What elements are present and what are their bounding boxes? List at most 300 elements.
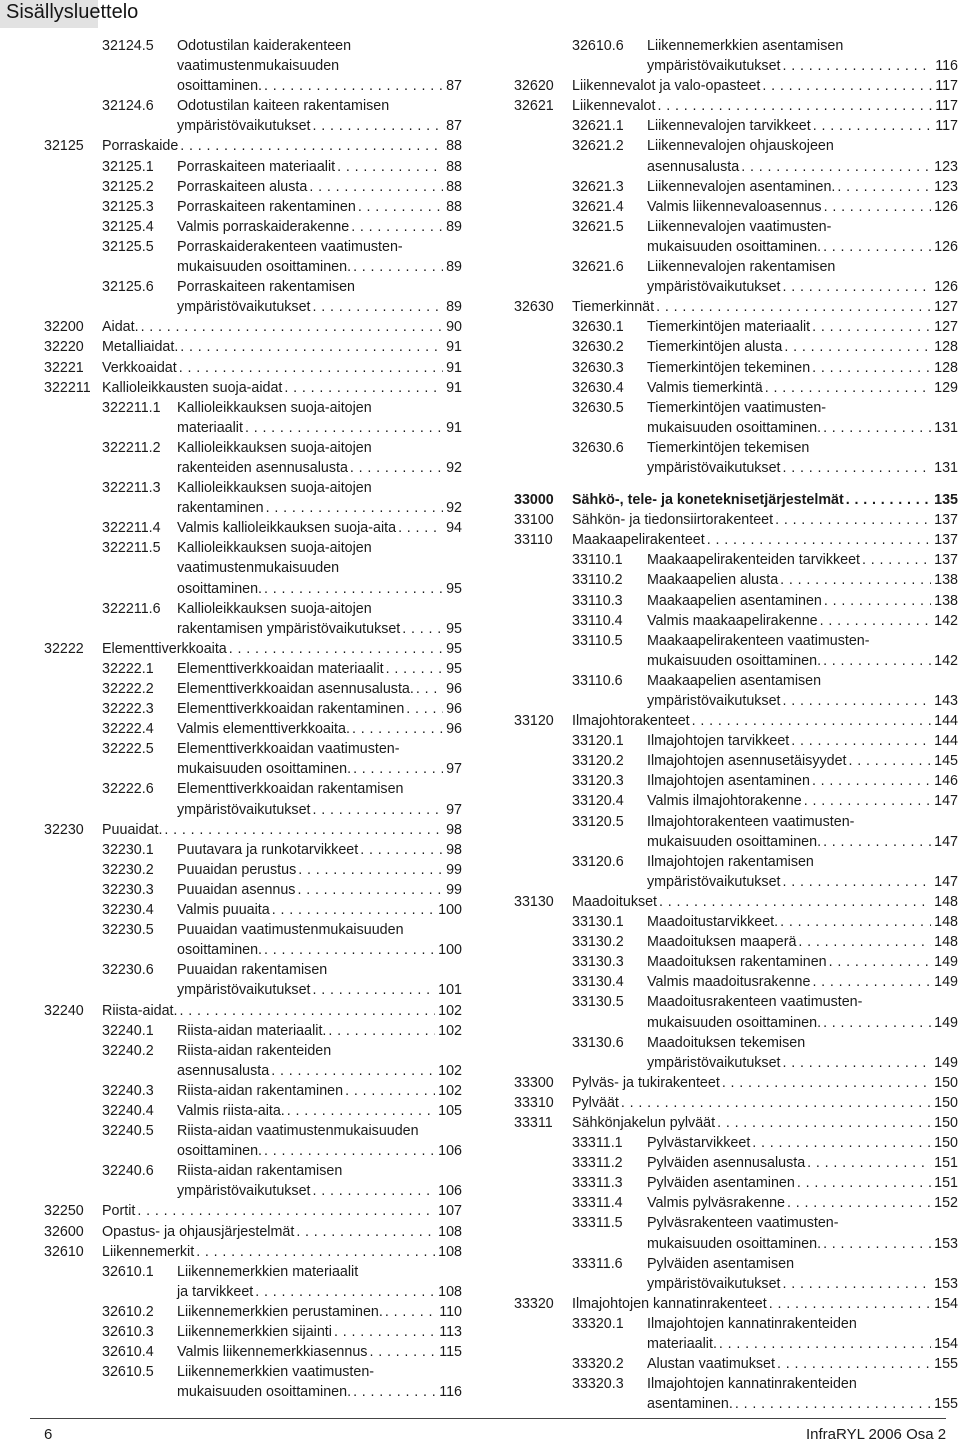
toc-entry[interactable] — [44, 599, 462, 639]
toc-entry[interactable] — [44, 900, 462, 920]
toc-entry-title: Maakaapelien alusta — [647, 572, 779, 589]
toc-entry-page: 155 — [934, 1356, 958, 1373]
toc-entry-title: Pylväät — [572, 1094, 619, 1111]
toc-entry-title: Tiemerkintöjen alusta — [647, 339, 783, 356]
toc-entry-number: 32124.6 — [102, 98, 154, 115]
toc-entry-page: 147 — [934, 793, 958, 810]
toc-entry-title: Valmis liikennemerkkiasennus — [177, 1344, 368, 1361]
toc-entry-page: 97 — [446, 761, 462, 778]
toc-entry-number: 32240.4 — [102, 1102, 154, 1119]
dot-leader — [285, 1101, 435, 1121]
toc-entry-page: 148 — [934, 934, 958, 951]
dot-leader — [821, 1013, 931, 1033]
toc-entry[interactable] — [44, 1081, 462, 1101]
toc-entry-title: Puuaidat. — [102, 821, 163, 838]
toc-entry-page: 92 — [446, 459, 462, 476]
footer-publication: InfraRYL 2006 Osa 2 — [806, 1426, 947, 1443]
toc-entry[interactable] — [514, 398, 958, 438]
dot-leader — [269, 1061, 435, 1081]
toc-entry-title-line: Maadoituksen tekemisen — [647, 1034, 806, 1051]
toc-entry-title-line: Elementtiverkkoaidan rakentamisen — [177, 781, 404, 798]
toc-entry-title: osoittaminen. — [177, 78, 263, 95]
toc-entry-page: 90 — [446, 319, 462, 336]
toc-entry-title: ympäristövaikutukset — [647, 459, 781, 476]
toc-entry[interactable] — [514, 711, 958, 731]
toc-entry[interactable] — [514, 570, 958, 590]
toc-entry-title: Liikennevalojen tarvikkeet — [647, 118, 811, 135]
toc-entry-number: 32610.1 — [102, 1263, 154, 1280]
toc-entry-page: 123 — [934, 158, 958, 175]
toc-entry-number: 32240.5 — [102, 1123, 154, 1140]
toc-entry-title: Portit — [102, 1203, 136, 1220]
toc-entry[interactable] — [44, 518, 462, 538]
toc-entry[interactable] — [44, 1021, 462, 1041]
toc-entry[interactable] — [44, 960, 462, 1000]
dot-leader — [802, 791, 931, 811]
toc-entry-title-line: Maakaapelien asentamisen — [647, 672, 822, 689]
toc-entry-page: 116 — [439, 1384, 462, 1401]
toc-entry-page: 149 — [934, 1054, 958, 1071]
toc-entry-page: 150 — [934, 1074, 958, 1091]
toc-entry-title: Maadoituksen maaperä — [647, 934, 797, 951]
toc-entry-number: 33110.2 — [572, 572, 623, 589]
toc-entry-page: 131 — [934, 459, 958, 476]
dot-leader — [294, 1222, 435, 1242]
toc-entry[interactable] — [44, 317, 462, 337]
dot-leader — [404, 699, 443, 719]
toc-entry[interactable] — [514, 378, 958, 398]
toc-entry-number: 33120.1 — [572, 733, 624, 750]
toc-entry-title: Ilmajohtojen tarvikkeet — [647, 733, 790, 750]
toc-entry-number: 33130.4 — [572, 974, 624, 991]
toc-entry-number: 33120.4 — [572, 793, 624, 810]
toc-entry[interactable] — [514, 852, 958, 892]
toc-entry-number: 32610.3 — [102, 1324, 154, 1340]
toc-entry[interactable] — [514, 358, 958, 378]
toc-entry-page: 88 — [446, 138, 462, 155]
toc-entry-title-line: Liikennevalojen rakentamisen — [647, 259, 836, 276]
toc-entry[interactable] — [514, 1193, 958, 1213]
toc-entry[interactable] — [44, 1001, 462, 1021]
toc-entry-page: 102 — [438, 1082, 462, 1099]
toc-entry-number: 33320.2 — [572, 1356, 624, 1373]
toc-entry-number: 33110.5 — [572, 632, 623, 649]
toc-entry-number: 32610.6 — [572, 38, 624, 54]
toc-entry[interactable] — [514, 611, 958, 631]
toc-entry[interactable] — [514, 1294, 958, 1314]
dot-leader — [139, 317, 444, 337]
toc-entry-number: 32124.5 — [102, 38, 154, 54]
toc-entry-title: Valmis ilmajohtorakenne — [647, 793, 802, 810]
toc-entry[interactable] — [44, 1161, 462, 1201]
toc-entry[interactable] — [514, 912, 958, 932]
toc-entry-page: 137 — [934, 512, 958, 529]
toc-entry-page: 87 — [446, 118, 462, 135]
toc-entry-number: 32230.3 — [102, 881, 154, 898]
toc-entry[interactable] — [44, 1201, 462, 1221]
toc-entry-page: 144 — [934, 733, 958, 750]
toc-entry[interactable] — [514, 1314, 958, 1354]
toc-entry[interactable] — [514, 438, 958, 478]
toc-entry-title: Sähkönjakelun pylväät — [572, 1114, 716, 1131]
toc-entry-title-line: Liikennevalojen ohjauskojeen — [647, 138, 834, 155]
toc-entry-number: 322211 — [44, 379, 91, 396]
toc-entry-title: ja tarvikkeet — [177, 1283, 254, 1300]
toc-entry-page: 110 — [439, 1303, 462, 1320]
toc-entry[interactable] — [514, 317, 958, 337]
toc-entry-page: 108 — [438, 1223, 462, 1240]
dot-leader — [295, 880, 443, 900]
toc-left-column — [44, 36, 462, 1402]
toc-entry-number: 32610.4 — [102, 1344, 154, 1361]
toc-entry[interactable] — [514, 1033, 958, 1073]
toc-entry[interactable] — [514, 217, 958, 257]
dot-leader — [178, 1001, 436, 1021]
toc-entry[interactable] — [44, 1342, 462, 1362]
toc-entry-title: Ilmajohtorakenteet — [572, 713, 690, 730]
toc-entry[interactable] — [44, 840, 462, 860]
toc-entry-title: Valmis kallioleikkauksen suoja-aita — [177, 520, 397, 537]
toc-entry[interactable] — [514, 530, 958, 550]
toc-entry[interactable] — [44, 1302, 462, 1322]
toc-entry-page: 155 — [934, 1396, 958, 1413]
toc-entry[interactable] — [44, 358, 462, 378]
toc-entry-title-line: Kallioleikkauksen suoja-aitojen — [177, 540, 372, 557]
dot-leader — [227, 639, 443, 659]
dot-leader — [162, 820, 443, 840]
toc-entry[interactable] — [44, 136, 462, 156]
toc-entry[interactable] — [44, 277, 462, 317]
toc-entry[interactable] — [44, 177, 462, 197]
toc-entry[interactable] — [44, 860, 462, 880]
toc-entry[interactable] — [44, 820, 462, 840]
toc-entry[interactable] — [514, 812, 958, 852]
toc-entry[interactable] — [44, 36, 462, 96]
dot-leader — [367, 1342, 436, 1362]
toc-entry-title: Ilmajohtojen asennusetäisyydet — [647, 753, 847, 770]
dot-leader — [827, 952, 932, 972]
toc-entry-title-line: Ilmajohtojen kannatinrakenteiden — [647, 1376, 857, 1393]
toc-entry-page: 131 — [934, 419, 958, 436]
dot-leader — [351, 257, 443, 277]
toc-entry[interactable] — [514, 1093, 958, 1113]
dot-leader — [348, 458, 443, 478]
toc-entry[interactable] — [514, 116, 958, 136]
toc-entry-page: 100 — [438, 942, 462, 959]
toc-entry-page: 143 — [934, 693, 958, 709]
toc-entry[interactable] — [514, 771, 958, 791]
toc-entry-number: 32600 — [44, 1223, 84, 1240]
toc-entry[interactable] — [514, 76, 958, 96]
toc-entry[interactable] — [514, 992, 958, 1032]
toc-entry[interactable] — [514, 591, 958, 611]
toc-entry[interactable] — [514, 257, 958, 297]
toc-right-column — [514, 36, 958, 1414]
toc-entry-number: 322211.2 — [102, 439, 161, 456]
toc-entry-page: 96 — [446, 681, 462, 697]
toc-entry[interactable] — [514, 136, 958, 176]
toc-entry[interactable] — [44, 538, 462, 598]
toc-entry-page: 138 — [934, 592, 958, 609]
toc-entry[interactable] — [44, 478, 462, 518]
toc-entry[interactable] — [44, 1242, 462, 1262]
toc-entry-title: asennusalusta — [177, 1062, 270, 1079]
toc-entry-title: Riista-aidan rakentaminen — [177, 1082, 344, 1099]
toc-entry[interactable] — [514, 490, 958, 510]
toc-entry-page: 91 — [446, 359, 462, 376]
toc-entry-page: 115 — [439, 1344, 462, 1361]
toc-entry[interactable] — [514, 731, 958, 751]
toc-entry-title: Tiemerkintöjen tekeminen — [647, 359, 811, 376]
dot-leader — [821, 832, 931, 852]
toc-entry-title-line: Liikennemerkkien vaatimusten- — [177, 1364, 375, 1381]
toc-entry[interactable] — [514, 932, 958, 952]
toc-entry-page: 154 — [934, 1336, 958, 1352]
toc-entry-title-line: Pylväsrakenteen vaatimusten- — [647, 1215, 839, 1232]
toc-entry-title-line: Puuaidan rakentamisen — [177, 962, 328, 979]
toc-entry-title: Elementtiverkkoaidan materiaalit — [177, 660, 384, 677]
toc-entry-title: mukaisuuden osoittaminen. — [647, 833, 822, 850]
toc-entry[interactable] — [514, 177, 958, 197]
toc-entry[interactable] — [514, 1133, 958, 1153]
toc-entry-number: 32230.4 — [102, 902, 154, 919]
dot-leader — [262, 940, 435, 960]
toc-entry[interactable] — [44, 1101, 462, 1121]
dot-leader — [717, 1334, 931, 1354]
toc-entry[interactable] — [514, 1354, 958, 1374]
dot-leader — [655, 96, 932, 116]
toc-entry-page: 150 — [934, 1135, 958, 1152]
toc-entry-title: Elementtiverkkoaidan rakentaminen — [177, 701, 405, 718]
toc-entry-number: 32620 — [514, 78, 554, 95]
dot-leader — [782, 337, 931, 357]
toc-entry-number: 33130 — [514, 893, 554, 910]
dot-leader — [810, 358, 931, 378]
toc-entry-title: ympäristövaikutukset — [177, 299, 311, 316]
toc-entry[interactable] — [44, 1041, 462, 1081]
toc-entry[interactable] — [44, 337, 462, 357]
toc-entry[interactable] — [44, 719, 462, 739]
toc-entry-page: 102 — [438, 1062, 462, 1079]
toc-entry-number: 33311 — [514, 1114, 553, 1131]
toc-entry-page: 94 — [446, 520, 462, 537]
toc-entry-page: 87 — [446, 78, 462, 95]
toc-entry[interactable] — [44, 1322, 462, 1342]
toc-entry-number: 33320 — [514, 1295, 554, 1312]
toc-entry-title: Porraskaiteen materiaalit — [177, 158, 336, 175]
toc-entry-title: Maakaapelien asentaminen — [647, 592, 822, 609]
toc-entry-number: 32240.2 — [102, 1042, 154, 1059]
toc-entry[interactable] — [514, 1173, 958, 1193]
toc-entry-page: 126 — [934, 279, 958, 296]
toc-entry[interactable] — [514, 1374, 958, 1414]
toc-entry-page: 108 — [438, 1283, 462, 1300]
toc-entry[interactable] — [514, 1153, 958, 1173]
toc-entry-page: 96 — [446, 721, 462, 738]
toc-entry[interactable] — [514, 297, 958, 317]
toc-entry[interactable] — [514, 510, 958, 530]
toc-entry-number: 32621 — [514, 98, 554, 115]
toc-entry[interactable] — [44, 880, 462, 900]
toc-entry-title: Elementtiverkkoaita — [102, 640, 227, 657]
toc-entry-title: Sähkön- ja tiedonsiirtorakenteet — [572, 512, 774, 529]
dot-leader — [789, 731, 931, 751]
dot-leader — [720, 1073, 931, 1093]
toc-entry-title-line: Odotustilan kaiderakenteen — [177, 38, 352, 54]
toc-entry-title: ympäristövaikutukset — [647, 873, 781, 890]
toc-entry[interactable] — [44, 699, 462, 719]
toc-entry[interactable] — [44, 1262, 462, 1302]
toc-entry-title: Puutavara ja runkotarvikkeet — [177, 841, 359, 858]
dot-leader — [781, 1274, 932, 1294]
toc-entry[interactable] — [514, 96, 958, 116]
toc-entry-title: Alustan vaatimukset — [647, 1356, 775, 1373]
toc-entry-title-line: Porraskaiteen rakentamisen — [177, 279, 356, 296]
toc-entry-title-line: Kallioleikkauksen suoja-aitojen — [177, 480, 372, 497]
toc-entry-page: 102 — [438, 1002, 462, 1019]
toc-entry-number: 322211.6 — [102, 600, 161, 617]
toc-entry-number: 33120.6 — [572, 853, 624, 870]
toc-entry-title: Valmis porraskaiderakenne — [177, 218, 350, 235]
toc-entry[interactable] — [44, 920, 462, 960]
toc-entry-title: Valmis tiemerkintä — [647, 379, 763, 396]
toc-entry[interactable] — [514, 952, 958, 972]
toc-entry[interactable] — [514, 631, 958, 671]
toc-entry-number: 32621.1 — [572, 118, 624, 135]
toc-entry[interactable] — [514, 550, 958, 570]
toc-entry-title: ympäristövaikutukset — [177, 982, 311, 999]
dot-leader — [296, 860, 443, 880]
toc-entry-number: 32621.3 — [572, 178, 624, 195]
toc-entry[interactable] — [514, 751, 958, 771]
dot-leader — [733, 1394, 931, 1414]
toc-entry[interactable] — [44, 378, 462, 398]
dot-leader — [264, 498, 443, 518]
toc-entry[interactable] — [44, 157, 462, 177]
toc-entry-title: Valmis liikennevaloasennus — [647, 198, 822, 215]
toc-entry-title: mukaisuuden osoittaminen. — [647, 652, 822, 669]
dot-leader — [384, 659, 443, 679]
toc-entry-title: asentaminen. — [647, 1396, 733, 1413]
toc-entry[interactable] — [44, 237, 462, 277]
dot-leader — [343, 1081, 435, 1101]
dot-leader — [335, 157, 443, 177]
dot-leader — [796, 932, 931, 952]
dot-leader — [311, 297, 444, 317]
dot-leader — [821, 1234, 931, 1254]
toc-entry-title: rakentamisen ympäristövaikutukset — [177, 620, 401, 637]
dot-leader — [383, 1302, 436, 1322]
dot-leader — [262, 1141, 435, 1161]
toc-entry-number: 32621.4 — [572, 198, 624, 215]
toc-entry-title: Maakaapelirakenteiden tarvikkeet — [647, 552, 860, 569]
toc-entry-page: 128 — [934, 359, 958, 376]
toc-entry[interactable] — [44, 1222, 462, 1242]
toc-entry[interactable] — [514, 671, 958, 711]
toc-entry[interactable] — [44, 739, 462, 779]
toc-entry-number: 32630.6 — [572, 439, 624, 456]
toc-entry-title: ympäristövaikutukset — [177, 118, 311, 135]
toc-entry-title-line: Kallioleikkauksen suoja-aitojen — [177, 600, 372, 617]
toc-entry-page: 91 — [446, 379, 462, 396]
toc-entry[interactable] — [44, 1362, 462, 1402]
toc-entry[interactable] — [44, 1121, 462, 1161]
toc-entry-title: mukaisuuden osoittaminen. — [177, 761, 352, 778]
toc-entry[interactable] — [44, 197, 462, 217]
toc-entry[interactable] — [44, 96, 462, 136]
toc-entry[interactable] — [514, 791, 958, 811]
toc-entry[interactable] — [44, 217, 462, 237]
toc-entry-page: 107 — [438, 1203, 462, 1220]
toc-entry[interactable] — [514, 36, 958, 76]
toc-entry[interactable] — [514, 337, 958, 357]
toc-entry[interactable] — [514, 1113, 958, 1133]
toc-entry-number: 32222.5 — [102, 741, 154, 758]
toc-entry[interactable] — [44, 659, 462, 679]
toc-entry-title: rakenteiden asennusalusta — [177, 459, 348, 476]
toc-entry-number: 33120.5 — [572, 813, 624, 830]
toc-entry[interactable] — [514, 197, 958, 217]
toc-entry-number: 33110 — [514, 532, 553, 549]
dot-leader — [781, 1053, 932, 1073]
toc-entry-page: 135 — [934, 492, 958, 509]
toc-entry-page: 100 — [438, 902, 462, 919]
toc-entry-number: 32630 — [514, 299, 554, 316]
toc-entry[interactable] — [514, 1073, 958, 1093]
toc-entry[interactable] — [514, 1254, 958, 1294]
toc-entry[interactable] — [44, 639, 462, 659]
toc-entry[interactable] — [44, 679, 462, 699]
toc-entry-number: 32222.3 — [102, 701, 154, 718]
toc-entry-title-line: Maakaapelirakenteen vaatimusten- — [647, 632, 870, 649]
toc-entry[interactable] — [44, 438, 462, 478]
toc-entry-page: 99 — [446, 861, 462, 878]
toc-entry-title: osoittaminen. — [177, 942, 263, 959]
toc-entry[interactable] — [44, 398, 462, 438]
toc-entry-title-line: Pylväiden asentamisen — [647, 1255, 795, 1272]
toc-entry-title: mukaisuuden osoittaminen. — [177, 259, 352, 276]
toc-entry[interactable] — [44, 779, 462, 819]
dot-leader — [767, 1294, 931, 1314]
toc-entry-page: 88 — [446, 198, 462, 215]
toc-entry[interactable] — [514, 972, 958, 992]
toc-entry-title: Valmis riista-aita. — [177, 1102, 285, 1119]
toc-entry-title-line: Ilmajohtojen kannatinrakenteiden — [647, 1315, 857, 1332]
toc-entry-title-line: Kallioleikkauksen suoja-aitojen — [177, 439, 372, 456]
toc-entry-title: ympäristövaikutukset — [647, 1054, 781, 1071]
toc-entry-page: 154 — [934, 1295, 958, 1312]
toc-entry-page: 150 — [934, 1094, 958, 1111]
toc-entry-page: 106 — [438, 1143, 462, 1160]
toc-entry-number: 33300 — [514, 1074, 554, 1091]
toc-entry-number: 32222.4 — [102, 721, 154, 738]
dot-leader — [177, 358, 443, 378]
toc-entry-title-line: Puuaidan vaatimustenmukaisuuden — [177, 922, 404, 939]
footer-page-number: 6 — [44, 1426, 53, 1443]
toc-entry-number: 32630.2 — [572, 339, 624, 356]
toc-entry-page: 148 — [934, 914, 958, 931]
dot-leader — [821, 237, 931, 257]
toc-entry-title: Sähkö-, tele- ja koneteknisetjärjestelmät — [572, 492, 844, 509]
toc-entry-number: 32630.3 — [572, 359, 624, 376]
toc-entry-number: 322211.3 — [102, 480, 161, 497]
toc-entry-title: Maadoitustarvikkeet. — [647, 914, 779, 931]
toc-entry-number: 32222 — [44, 640, 84, 657]
dot-leader — [821, 418, 931, 438]
toc-entry[interactable] — [514, 892, 958, 912]
toc-entry-page: 106 — [438, 1183, 462, 1200]
toc-entry[interactable] — [514, 1213, 958, 1253]
